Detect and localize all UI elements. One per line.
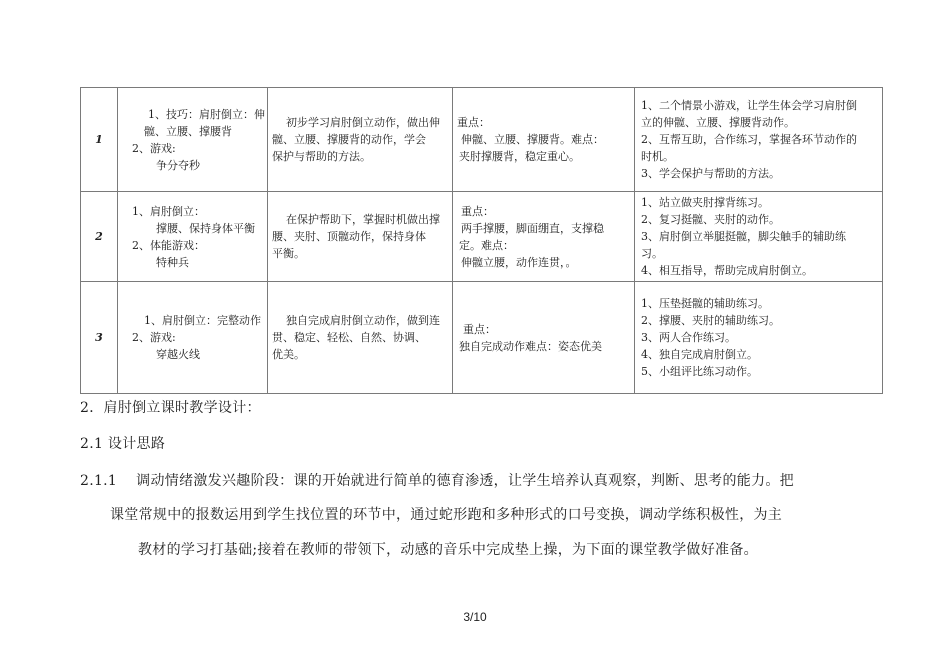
paragraph-line: 教材的学习打基础;接着在教师的带领下，动感的音乐中完成垫上操，为下面的课堂教学做好准备。 [138,542,758,558]
subsection-heading: 2.1 设计思路 [80,436,166,452]
goal-line: 初步学习肩肘倒立动作，做出伸 [286,116,440,129]
method-line: 1、二个情景小游戏，让学生体会学习肩肘倒 [641,99,857,112]
method-line: 2、复习挺髋、夹肘的动作。 [641,213,780,226]
table-row [81,192,883,282]
lesson-goal-cell [268,192,453,282]
content-line: 1、肩肘倒立：完整动作 [144,314,261,327]
method-line: 3、肩肘倒立举腿挺髋，脚尖触手的辅助练 [641,230,846,243]
content-line: 2、游戏: [132,331,176,344]
method-line: 立的伸髋、立腰、撑腰背动作。 [641,116,795,129]
method-line: 2、互帮互助，合作练习，掌握各环节动作的 [641,133,857,146]
method-line: 4、相互指导，帮助完成肩肘倒立。 [641,264,813,277]
content-line: 穿越火线 [156,348,200,361]
method-line: 1、压垫挺髋的辅助练习。 [641,297,769,310]
key-line: 定。难点： [459,238,514,252]
key-points-cell [453,282,635,394]
method-line: 3、学会保护与帮助的方法。 [641,167,780,180]
method-line: 3、两人合作练习。 [641,331,736,344]
goal-line: 独自完成肩肘倒立动作，做到连 [286,314,440,327]
table-row [81,88,883,192]
goal-line: 在保护帮助下，掌握时机做出撑 [286,213,440,226]
paragraph-line: 2.1.1 调动情绪激发兴趣阶段：课的开始就进行简单的德育渗透，让学生培养认真观察，判断、思考的能力。把 [80,473,794,489]
method-line: 5、小组评比练习动作。 [641,365,758,378]
content-line: 1、肩肘倒立： [132,204,205,218]
page-number: 3/10 [463,610,487,624]
lesson-content-cell [118,192,268,282]
lesson-goal-cell [268,88,453,192]
content-line: 特种兵 [156,255,189,269]
goal-line: 平衡。 [272,247,305,260]
key-line: 独自完成动作难点：姿态优美 [459,339,602,353]
method-line: 时机。 [641,150,674,163]
table-row [81,282,883,394]
method-line: 4、独自完成肩肘倒立。 [641,348,758,361]
key-line: 重点： [461,204,494,218]
goal-line: 保护与帮助的方法。 [272,150,371,163]
lesson-content-cell [118,88,268,192]
content-line: 2、体能游戏： [132,238,205,252]
goal-line: 腰、夹肘、顶髋动作，保持身体 [272,230,426,243]
teaching-method-cell [635,192,883,282]
lesson-number: 1 [81,88,118,192]
key-line: 伸髋立腰，动作连贯，。 [461,255,577,269]
key-points-cell [453,88,635,192]
lesson-number: 2 [81,192,118,282]
key-line: 重点： [463,322,496,336]
lesson-content-cell [118,282,268,394]
teaching-method-cell [635,282,883,394]
key-line: 夹肘撑腰背，稳定重心。 [459,150,580,163]
lesson-number: 3 [81,282,118,394]
content-line: 争分夺秒 [156,158,200,172]
paragraph-line: 课堂常规中的报数运用到学生找位置的环节中，通过蛇形跑和多种形式的口号变换，调动学练积极性，为主 [110,507,783,523]
content-line: 2、游戏: [132,141,176,155]
method-line: 2、撑腰、夹肘的辅助练习。 [641,314,780,327]
lesson-goal-cell [268,282,453,394]
section-heading: 2．肩肘倒立课时教学设计： [80,400,261,416]
goal-line: 髋、立腰、撑腰背的动作，学会 [272,133,426,146]
teaching-method-cell [635,88,883,192]
key-line: 伸髋、立腰、撑腰背。难点： [461,133,604,146]
goal-line: 优美。 [272,348,305,361]
key-line: 重点： [457,116,490,129]
content-line: 髋、立腰、撑腰背 [144,124,232,138]
key-points-cell [453,192,635,282]
key-line: 两手撑腰，脚面绷直，支撑稳 [461,221,604,235]
method-line: 1、站立做夹肘撑背练习。 [641,196,769,209]
goal-line: 贯、稳定、轻松、自然、协调、 [272,331,426,344]
lesson-plan-table [80,87,883,394]
method-line: 习。 [641,247,663,260]
content-line: 撑腰、保持身体平衡 [156,221,255,235]
content-line: 1、技巧：肩肘倒立：伸 [148,107,265,121]
